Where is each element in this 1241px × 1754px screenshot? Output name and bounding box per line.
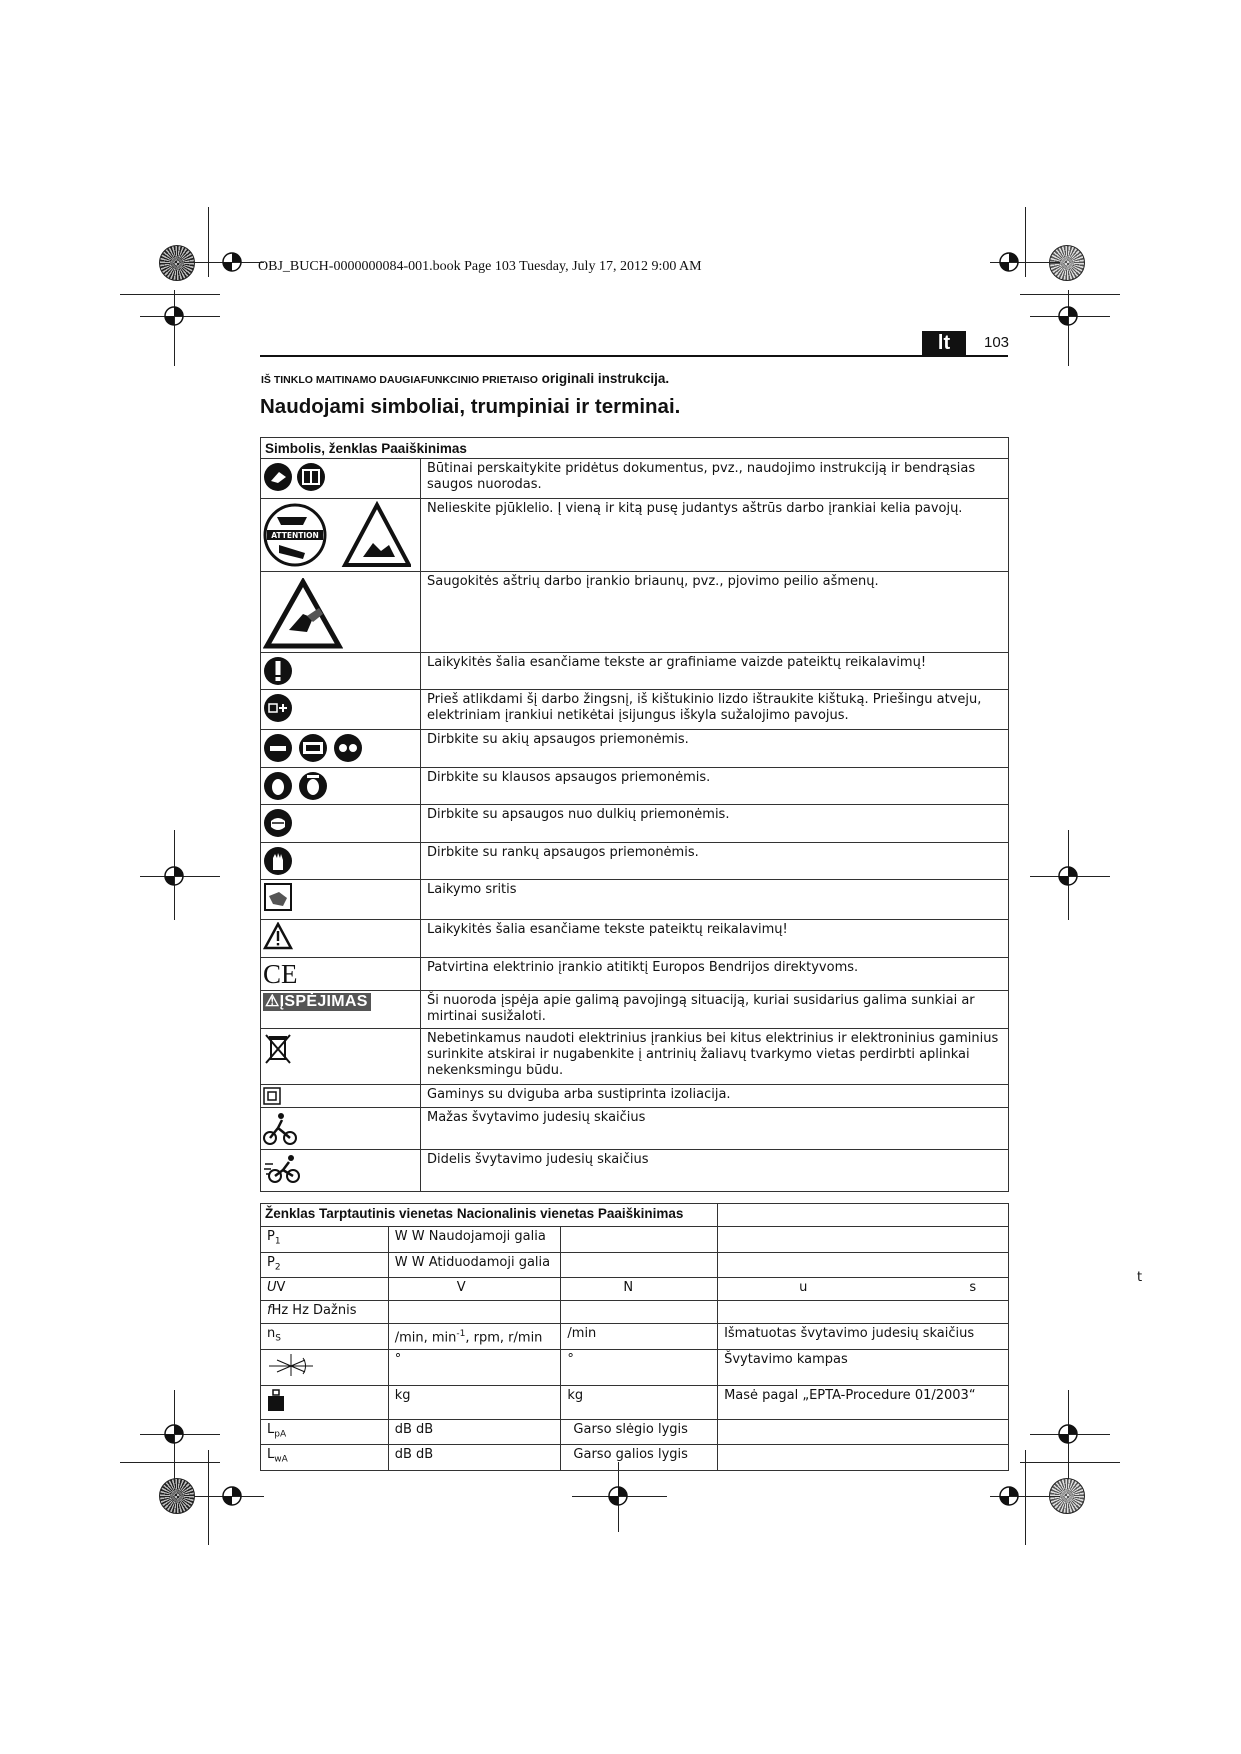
table-row — [261, 843, 1009, 880]
symbol-cell: $L_{pA}$ — [261, 1419, 389, 1445]
explanation-cell: Nebetinkamus naudoti elektrinius įrankius bei kitus elektrinius ir elektroninius gaminius surinkite atskirai ir nugabenkite į antrinių žaliavų tvarkymo vietas perdirbti aplinkai nekenksmingu būdu. — [421, 1029, 1009, 1085]
symbol-cell — [261, 1085, 421, 1108]
unit-cell: dB dB — [388, 1419, 561, 1445]
color-rosette-icon — [1049, 245, 1085, 281]
symbol-cell: fHz Hz Dažnis — [261, 1301, 389, 1324]
units-table — [260, 1203, 1009, 1471]
symbol-cell — [261, 730, 421, 768]
symbol-cell — [261, 1150, 421, 1192]
table-row — [261, 1252, 1009, 1278]
symbol-cell — [261, 805, 421, 843]
table-row — [261, 730, 1009, 768]
registration-target-icon — [997, 250, 1021, 274]
warning-triangle-icon — [263, 922, 293, 950]
explanation-cell — [718, 1301, 1009, 1324]
registration-target-icon — [162, 1422, 186, 1446]
symbol-cell — [261, 958, 421, 991]
explanation-cell: Būtinai perskaitykite pridėtus dokumentus, pvz., naudojimo instrukciją ir bendrąsias saugos nuorodas. — [421, 459, 1009, 499]
explanation-cell: Laikykitės šalia esančiame tekste ar grafiniame vaizde pateiktų reikalavimų! — [421, 653, 1009, 690]
read-manual-icon — [263, 461, 333, 493]
table-header-row — [261, 438, 1009, 459]
table-row — [261, 1029, 1009, 1085]
unit-cell — [561, 1252, 718, 1278]
document-subtitle — [261, 371, 669, 386]
subtitle-prefix: IŠ TINKLO MAITINAMO DAUGIAFUNKCINIO PRIETAISO — [261, 374, 538, 386]
explanation-cell: Prieš atlikdami šį darbo žingsnį, iš kištukinio lizdo ištraukite kištuką. Priešingu atveju, elektriniam įrankiui netikėtai įsijungus iškyla sužalojimo pavojus. — [421, 690, 1009, 730]
attention-hand-icon — [263, 501, 411, 569]
symbols-table — [260, 437, 1009, 1192]
explanation-cell: Patvirtina elektrinio įrankio atitiktį Europos Bendrijos direktyvoms. — [421, 958, 1009, 991]
language-tab: lt — [922, 331, 966, 355]
table-header-row — [261, 1204, 1009, 1227]
symbol-cell — [261, 1385, 389, 1419]
symbol-cell — [261, 1349, 389, 1385]
section-title: Naudojami simboliai, trumpiniai ir terminai. — [260, 395, 681, 418]
book-info-line: OBJ_BUCH-0000000084-001.book Page 103 Tuesday, July 17, 2012 9:00 AM — [258, 259, 702, 274]
registration-target-icon — [1056, 864, 1080, 888]
warning-label-icon: ⚠ĮSPĖJIMAS — [263, 993, 371, 1011]
explanation-cell: Laikymo sritis — [421, 880, 1009, 920]
weight-icon — [267, 1388, 285, 1412]
registration-target-icon — [1056, 1422, 1080, 1446]
explanation-cell: Gaminys su dviguba arba sustiprinta izoliacija. — [421, 1085, 1009, 1108]
explanation-cell — [718, 1252, 1009, 1278]
table-row — [261, 880, 1009, 920]
symbol-cell: $P_1$ — [261, 1227, 389, 1253]
table-row — [261, 768, 1009, 805]
unit-cell: kg — [561, 1385, 718, 1419]
explanation-cell: Dirbkite su akių apsaugos priemonėmis. — [421, 730, 1009, 768]
table-row — [261, 1108, 1009, 1150]
table-row — [261, 459, 1009, 499]
dust-mask-icon — [263, 807, 293, 839]
table-row — [261, 920, 1009, 958]
explanation-cell: Ši nuoroda įspėja apie galimą pavojingą situaciją, kuriai susidarius galima sunkiai ar mirtinai susižaloti. — [421, 991, 1009, 1029]
symbol-cell — [261, 459, 421, 499]
unit-cell: /min, $\min^{-1}$, rpm, r/min — [388, 1324, 561, 1350]
explanation-cell — [718, 1419, 1009, 1445]
table-header: Ženklas Tarptautinis vienetas Nacionalinis vienetas Paaiškinimas — [261, 1204, 718, 1227]
gloves-icon — [263, 845, 293, 877]
unit-cell — [388, 1301, 561, 1324]
page-number: 103 — [984, 334, 1010, 351]
double-insulation-icon — [263, 1087, 281, 1105]
explanation-cell: Nelieskite pjūklelio. Į vieną ir kitą pusę judantys aštrūs darbo įrankiai kelia pavojų. — [421, 499, 1009, 572]
eye-protection-icon — [263, 732, 363, 764]
unit-cell: V — [388, 1278, 561, 1301]
table-row — [261, 1227, 1009, 1253]
symbol-cell — [261, 1029, 421, 1085]
grip-area-icon — [263, 882, 293, 912]
explanation-cell — [718, 1445, 1009, 1471]
explanation-cell: Didelis švytavimo judesių skaičius — [421, 1150, 1009, 1192]
registration-target-icon — [162, 864, 186, 888]
symbol-cell — [261, 768, 421, 805]
unit-cell: /min — [561, 1324, 718, 1350]
explanation-cell: u s — [718, 1278, 1009, 1301]
explanation-cell: Masė pagal „EPTA-Procedure 01/2003“ — [718, 1385, 1009, 1419]
unit-cell: dB dB — [388, 1445, 561, 1471]
table-row — [261, 1445, 1009, 1471]
table-row — [261, 1349, 1009, 1385]
registration-target-icon — [606, 1484, 630, 1508]
unit-cell: W W Naudojamoji galia — [388, 1227, 561, 1253]
header-rule — [260, 355, 1008, 357]
table-row — [261, 1385, 1009, 1419]
table-row — [261, 1419, 1009, 1445]
table-row — [261, 805, 1009, 843]
explanation-cell: Švytavimo kampas — [718, 1349, 1009, 1385]
table-row — [261, 958, 1009, 991]
table-row — [261, 499, 1009, 572]
svg-text:ATTENTION: ATTENTION — [271, 531, 319, 540]
symbol-cell — [261, 653, 421, 690]
symbol-cell: UV — [261, 1278, 389, 1301]
unit-cell: Garso slėgio lygis — [561, 1419, 718, 1445]
registration-target-icon — [220, 250, 244, 274]
unit-cell: kg — [388, 1385, 561, 1419]
unit-cell: N — [561, 1278, 718, 1301]
explanation-cell — [718, 1227, 1009, 1253]
symbol-cell: $n_S$ — [261, 1324, 389, 1350]
explanation-cell: Dirbkite su klausos apsaugos priemonėmis. — [421, 768, 1009, 805]
explanation-cell: Išmatuotas švytavimo judesių skaičius — [718, 1324, 1009, 1350]
table-row — [261, 1150, 1009, 1192]
symbol-cell — [261, 920, 421, 958]
ce-mark-icon: CE — [263, 959, 298, 989]
slow-cyclist-icon — [263, 1110, 297, 1146]
registration-target-icon — [162, 304, 186, 328]
subtitle-suffix: originali instrukcija. — [541, 371, 670, 386]
symbol-cell — [261, 499, 421, 572]
symbol-cell — [261, 991, 421, 1029]
table-row — [261, 991, 1009, 1029]
unit-cell — [561, 1227, 718, 1253]
symbol-cell — [261, 843, 421, 880]
color-rosette-icon — [159, 245, 195, 281]
table-row — [261, 1085, 1009, 1108]
symbol-cell — [261, 1108, 421, 1150]
exclamation-mandatory-icon — [263, 655, 293, 687]
symbol-cell — [261, 572, 421, 653]
table-row — [261, 1301, 1009, 1324]
table-row — [261, 1324, 1009, 1350]
explanation-cell: Dirbkite su apsaugos nuo dulkių priemonėmis. — [421, 805, 1009, 843]
hearing-protection-icon — [263, 770, 329, 802]
table-header-empty — [718, 1204, 1009, 1227]
color-rosette-icon — [159, 1478, 195, 1514]
unit-cell: Garso galios lygis — [561, 1445, 718, 1471]
registration-target-icon — [997, 1484, 1021, 1508]
symbol-cell — [261, 880, 421, 920]
table-row — [261, 1278, 1009, 1301]
table-header: Simbolis, ženklas Paaiškinimas — [261, 438, 1009, 459]
explanation-cell: Dirbkite su rankų apsaugos priemonėmis. — [421, 843, 1009, 880]
unit-cell: W W Atiduodamoji galia — [388, 1252, 561, 1278]
registration-target-icon — [220, 1484, 244, 1508]
table-row — [261, 690, 1009, 730]
crossed-bin-icon — [263, 1031, 293, 1067]
symbol-cell: $P_2$ — [261, 1252, 389, 1278]
table-row — [261, 653, 1009, 690]
registration-target-icon — [1056, 304, 1080, 328]
explanation-cell: Saugokitės aštrių darbo įrankio briaunų, pvz., pjovimo peilio ašmenų. — [421, 572, 1009, 653]
fast-cyclist-icon — [263, 1152, 303, 1186]
oscillation-angle-icon — [267, 1352, 315, 1378]
unit-cell: ° — [561, 1349, 718, 1385]
symbol-cell — [261, 690, 421, 730]
explanation-cell: Laikykitės šalia esančiame tekste pateiktų reikalavimų! — [421, 920, 1009, 958]
stray-character: t — [1137, 1270, 1143, 1285]
explanation-cell: Mažas švytavimo judesių skaičius — [421, 1108, 1009, 1150]
table-row — [261, 572, 1009, 653]
unit-cell — [561, 1301, 718, 1324]
unit-cell: ° — [388, 1349, 561, 1385]
sharp-edge-warning-icon — [263, 578, 343, 650]
unplug-icon — [263, 692, 293, 724]
symbol-cell: $L_{wA}$ — [261, 1445, 389, 1471]
